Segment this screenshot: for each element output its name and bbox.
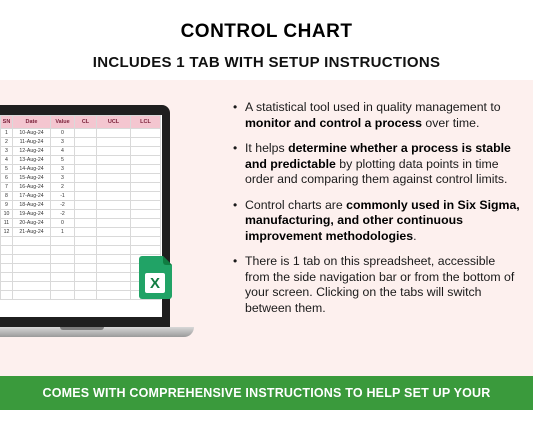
table-cell[interactable] [51,237,75,246]
table-cell[interactable] [97,192,131,201]
spreadsheet-table [0,115,161,300]
table-cell[interactable]: -1 [51,192,75,201]
table-cell[interactable] [97,156,131,165]
table-cell[interactable]: 3 [51,174,75,183]
table-row [1,264,161,273]
table-cell[interactable] [97,246,131,255]
table-row [1,282,161,291]
table-cell[interactable]: 11 [1,219,13,228]
page-subtitle: INCLUDES 1 TAB WITH SETUP INSTRUCTIONS [92,54,441,71]
table-cell[interactable] [131,210,161,219]
table-cell[interactable] [97,273,131,282]
table-cell[interactable] [75,237,97,246]
table-cell[interactable]: -2 [51,201,75,210]
table-cell[interactable]: -2 [51,210,75,219]
table-row [1,237,161,246]
table-cell[interactable] [97,201,131,210]
table-cell[interactable] [75,273,97,282]
table-cell[interactable] [75,264,97,273]
table-cell[interactable] [13,282,51,291]
table-cell[interactable]: 7 [1,183,13,192]
table-cell[interactable] [1,246,13,255]
page-title: CONTROL CHART [180,21,353,42]
table-row [1,174,161,183]
excel-icon [139,256,172,299]
table-cell[interactable] [131,147,161,156]
table-cell[interactable] [75,210,97,219]
table-cell[interactable]: 8 [1,192,13,201]
table-cell[interactable] [97,210,131,219]
list-item: • Control charts are commonly used in Six Sigma, manufacturing, and other continuous improvement methodologies. [233,197,520,243]
table-cell[interactable]: 1 [1,129,13,138]
table-cell[interactable] [97,219,131,228]
table-cell[interactable] [97,183,131,192]
table-row [1,183,161,192]
table-cell[interactable] [51,273,75,282]
table-cell[interactable] [75,156,97,165]
table-cell[interactable]: 6 [1,174,13,183]
table-cell[interactable]: 10 [1,210,13,219]
table-cell[interactable] [97,138,131,147]
table-row [1,246,161,255]
column-header: LCL [131,116,161,129]
table-row [1,129,161,138]
table-header-row [1,116,161,129]
table-cell[interactable]: 5 [51,156,75,165]
table-cell[interactable]: 12 [1,228,13,237]
table-cell[interactable] [97,282,131,291]
column-header: SN [1,116,13,129]
table-cell[interactable]: 9 [1,201,13,210]
table-cell[interactable] [75,192,97,201]
table-cell[interactable] [75,255,97,264]
table-cell[interactable]: 16-Aug-24 [13,183,51,192]
table-row [1,156,161,165]
table-cell[interactable] [97,291,131,300]
table-cell[interactable] [131,192,161,201]
table-cell[interactable] [97,255,131,264]
table-cell[interactable]: 3 [51,165,75,174]
table-cell[interactable] [131,129,161,138]
column-header: Date [13,116,51,129]
table-cell[interactable] [51,246,75,255]
table-cell[interactable] [75,219,97,228]
table-cell[interactable]: 5 [1,165,13,174]
table-cell[interactable] [131,201,161,210]
table-cell[interactable]: 11-Aug-24 [13,138,51,147]
spreadsheet-preview [0,115,162,317]
table-cell[interactable]: 21-Aug-24 [13,228,51,237]
table-cell[interactable] [75,282,97,291]
column-header: UCL [97,116,131,129]
table-row [1,147,161,156]
table-cell[interactable]: 4 [1,156,13,165]
table-cell[interactable]: 18-Aug-24 [13,201,51,210]
table-row [1,165,161,174]
list-item: • A statistical tool used in quality management to monitor and control a process over time. [233,100,501,130]
table-cell[interactable]: 10-Aug-24 [13,129,51,138]
table-cell[interactable]: 4 [51,147,75,156]
table-cell[interactable]: 3 [1,147,13,156]
table-cell[interactable] [1,237,13,246]
table-row [1,192,161,201]
table-cell[interactable] [75,228,97,237]
table-cell[interactable]: 12-Aug-24 [13,147,51,156]
table-cell[interactable]: 17-Aug-24 [13,192,51,201]
table-cell[interactable]: 3 [51,138,75,147]
table-cell[interactable] [97,228,131,237]
table-cell[interactable]: 0 [51,219,75,228]
table-cell[interactable] [13,246,51,255]
table-cell[interactable] [75,147,97,156]
table-cell[interactable] [75,129,97,138]
table-cell[interactable]: 15-Aug-24 [13,174,51,183]
table-cell[interactable] [1,255,13,264]
table-cell[interactable] [131,165,161,174]
table-cell[interactable] [131,174,161,183]
table-cell[interactable] [1,264,13,273]
table-row [1,138,161,147]
table-row [1,291,161,300]
list-item: • There is 1 tab on this spreadsheet, accessible from the side navigation bar or from the bottom of your screen. Clicking on the tabs will switch between them. [233,254,515,315]
table-cell[interactable] [131,237,161,246]
table-cell[interactable] [97,165,131,174]
table-cell[interactable] [13,264,51,273]
table-cell[interactable] [131,246,161,255]
table-cell[interactable] [97,147,131,156]
table-cell[interactable] [131,219,161,228]
table-cell[interactable]: 2 [1,138,13,147]
table-row [1,210,161,219]
table-cell[interactable] [131,183,161,192]
table-cell[interactable] [51,264,75,273]
table-cell[interactable]: 19-Aug-24 [13,210,51,219]
table-cell[interactable] [131,156,161,165]
table-cell[interactable] [1,273,13,282]
table-row [1,201,161,210]
footer-banner: COMES WITH COMPREHENSIVE INSTRUCTIONS TO HELP SET UP YOUR SPREADSHEET [0,376,533,410]
table-cell[interactable] [51,255,75,264]
table-cell[interactable] [13,255,51,264]
table-cell[interactable] [75,291,97,300]
table-cell[interactable]: 0 [51,129,75,138]
table-cell[interactable] [51,291,75,300]
table-cell[interactable] [97,264,131,273]
list-item: • It helps determine whether a process is stable and predictable by plotting data points in time order and comparing them against control limits. [233,141,511,186]
table-cell[interactable] [97,237,131,246]
table-cell[interactable] [131,228,161,237]
excel-icon-letter: X [149,275,161,292]
table-row [1,255,161,264]
table-cell[interactable] [97,174,131,183]
feature-list [231,100,521,326]
table-cell[interactable] [97,129,131,138]
laptop-notch [60,327,104,330]
table-row [1,228,161,237]
table-cell[interactable]: 2 [51,183,75,192]
table-cell[interactable] [75,201,97,210]
table-cell[interactable]: 13-Aug-24 [13,156,51,165]
table-cell[interactable] [75,183,97,192]
table-cell[interactable] [13,237,51,246]
table-cell[interactable] [75,174,97,183]
table-cell[interactable] [131,138,161,147]
table-cell[interactable] [75,246,97,255]
column-header: CL [75,116,97,129]
table-cell[interactable] [13,273,51,282]
table-cell[interactable] [75,138,97,147]
table-row [1,219,161,228]
table-cell[interactable] [13,291,51,300]
table-cell[interactable] [51,282,75,291]
table-cell[interactable]: 14-Aug-24 [13,165,51,174]
table-cell[interactable]: 20-Aug-24 [13,219,51,228]
column-header: Value [51,116,75,129]
table-cell[interactable] [75,165,97,174]
table-cell[interactable] [1,282,13,291]
table-cell[interactable]: 1 [51,228,75,237]
table-cell[interactable] [1,291,13,300]
table-row [1,273,161,282]
